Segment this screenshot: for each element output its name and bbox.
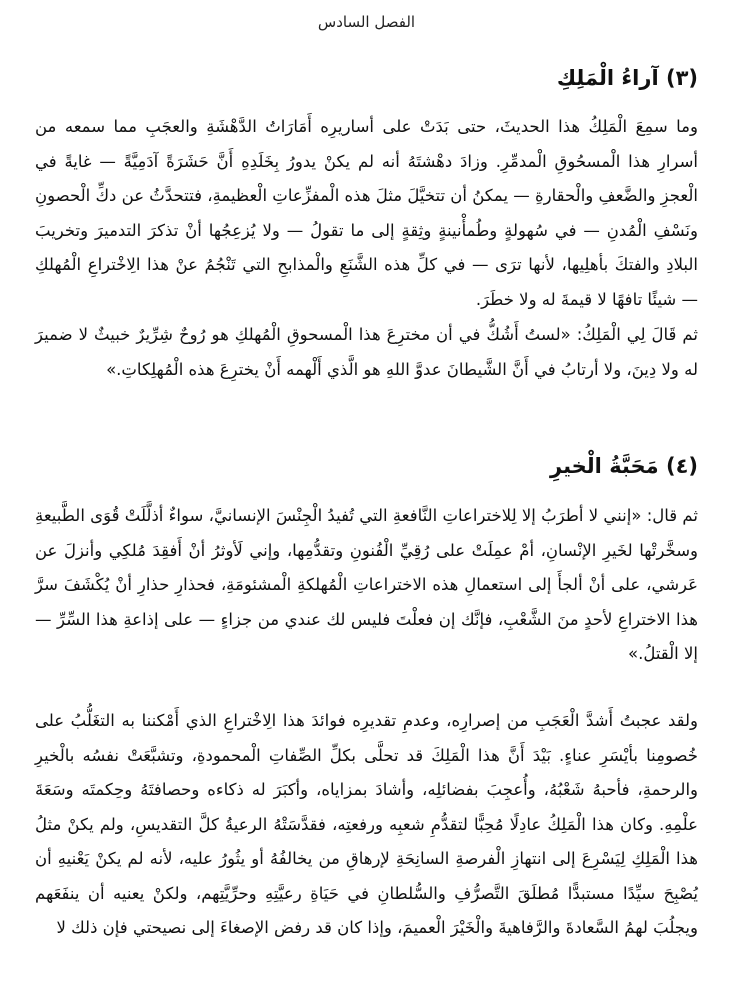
chapter-running-header: الفصل السادس [317, 13, 416, 31]
paragraph: ولقد عجبتُ أَشدَّ الْعَجَبِ من إصرارِه، وعدمِ تقديرِه فوائدَ هذا الِاخْتراعِ الذي أَمْكننا به التغَلُّبُ على خُصومِنا بأيْسَرِ عناءٍ. بَيْدَ أَنَّ هذا الْمَلِكَ قد تحلَّى بكلِّ الصِّفاتِ الْمحمودةِ، وتشبَّعَتْ نفسُه بالْخيرِ والرحمةِ، فأحبهُ شَعْبُهُ، وأُعجِبَ بفضائلِه، وأشادَ بمزاياه، وأكبَرَ له ذكاءه وحصافتَهُ وحِكمتَه وسَعَةَ علْمِهِ. وكان هذا الْمَلِكُ عادِلًا مُحِبًّا لتقدُّمِ شعبِه ورفعتِه، فقدَّسَتْهُ الرعيةُ كلَّ التقديسِ، ولم يكنْ مثلُ هذا الْمَلِكِ لِيَسْرِعَ إلى انتهازِ الْفرصةِ السانِحَةِ لإرهاقِ من يخالفُهُ أو يثُورُ عليه، لأنه لم يكنْ يَعْنيهِ أن يُصْبِحَ سيِّدًا مستبدًّا مُطلَقَ التَّصرُّفِ والسُّلطانِ في حَيَاةِ رعيَّتِهِ وحرِّيَّتِهم، ولكنْ يعنيه أن ينفَعَهم ويجلُبَ لهمُ السَّعادةَ والرَّفاهيةَ والْخَيْرَ الْعميمَ، وإذا كان قد رفض الإصغاءَ إلى نصيحتي فإن ذلك لا [35, 711, 698, 937]
paragraph: ثم قَالَ لِي الْمَلِكُ: «لستُ أَشُكُّ في أن مخترِعَ هذا الْمسحوقِ الْمُهلكِ هو رُوحٌ شِرِّيرٌ خبيثٌ لا ضميرَ له ولا دِينَ، ولا أرتابُ في أَنَّ الشَّيطانَ عدوَّ اللهِ هو الَّذي أَلْهمه أَنْ يخترِعَ هذه الْمُهلِكاتِ.» [35, 325, 698, 379]
section-heading-kings-opinions: (٣) آراءُ الْمَلِكِ [556, 66, 698, 90]
paragraph: وما سمِعَ الْمَلِكُ هذا الحديثَ، حتى بَدَتْ على أساريرِه أَمَارَاتُ الدَّهْشَةِ والعجَبِ مما سمعه من أسرارِ هذا الْمسحُوقِ الْمدمِّرِ. وزادَ دهْشتَهُ أنه لم يكنْ يدورُ بِخَلَدِهِ أَنَّ حَشَرَةً آدَمِيَّةً — غايةً في الْعجزِ والضَّعفِ والْحقارةِ — يمكنُ أن تتخيَّلَ مثلَ هذه الْمفزِّعاتِ الْعظيمةِ، فتتحدَّثُ عن دكِّ الْحصونِ ونَسْفِ الْمُدنِ — في سُهولةٍ وطُمأْنينةٍ وثِقةٍ إلى ما تقولُ — ولا يُزعِجُها أنْ تذكرَ التدميرَ وتخريبَ البلادِ والفتكَ بأهلِيها، لأنها ترَى — في كلِّ هذه الشَّنَعِ والْمذابحِ التي تَنْجُمُ عنْ هذا الِاخْتراعِ الْمُهلكِ — شيئًا تافهًا لا قيمةَ له ولا خطَرَ. [35, 117, 698, 309]
paragraph: ثم قال: «إنني لا أطرَبُ إلا لِلاختراعاتِ النَّافعةِ التي تُفيدُ الْجِنْسَ الإنسانيَّ، سواءٌ أذلَّلَتْ قُوَى الطَّبيعةِ وسخَّرتْها لخَيرِ الإنْسانِ، أمْ عمِلَتْ على رُقِيِّ الْفُنونِ وتقدُّمِها، وإني لَأوثرُ أنْ أَفقِدَ مُلكِي وأنزلَ عن عَرشي، على أنْ ألجأَ إلى استعمالِ هذه الاختراعاتِ الْمُهلكةِ الْمشئومَةِ، فحذارِ حذارِ أنْ يُكْشَفَ سرَّ هذا الاختراعِ لأحدٍ منَ الشَّعْبِ، فإنَّك إن فعلْتَ فليس لك عندي من جزاءٍ — على إذاعةِ هذا السِّرِّ — إلا الْقتلُ.» [35, 506, 698, 663]
section-heading-love-of-good: (٤) مَحَبَّةُ الْخيرِ [550, 454, 698, 478]
